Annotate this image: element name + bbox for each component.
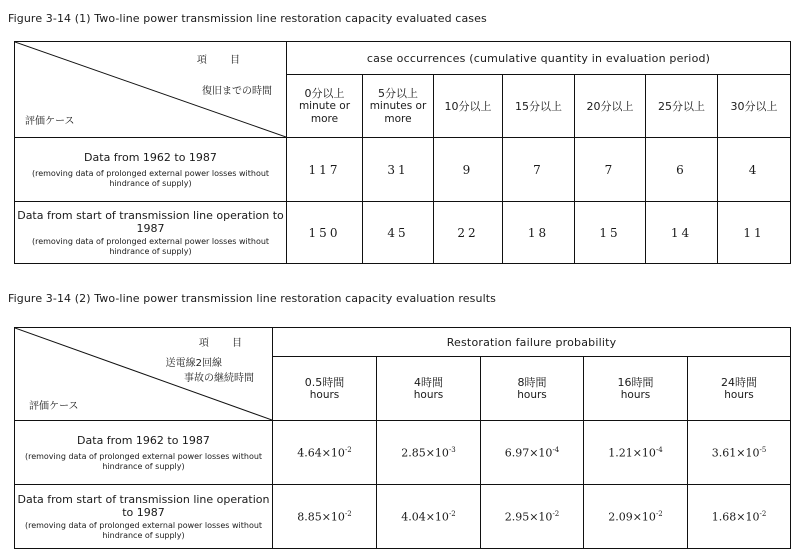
column-header: 5分以上 minutes or more xyxy=(363,75,434,138)
value-cell: 15 xyxy=(575,202,646,264)
table2-corner-header xyxy=(15,328,273,421)
probability-cell: $3.61\times 10^{-5}$ xyxy=(688,421,791,485)
column-header: 24時間 hours xyxy=(688,357,791,421)
value-cell: 14 xyxy=(646,202,718,264)
column-header: 15分以上 xyxy=(503,75,575,138)
value-cell: 22 xyxy=(434,202,503,264)
corner-accident-label: 事故の継続時間 xyxy=(184,373,254,384)
corner-item-label: 項 目 xyxy=(196,55,250,66)
table1-title: Figure 3-14 (1) Two-line power transmission line restoration capacity evaluated cases xyxy=(8,12,487,25)
value-cell: 7 xyxy=(575,138,646,202)
column-header: 20分以上 xyxy=(575,75,646,138)
probability-cell: $8.85\times 10^{-2}$ xyxy=(273,485,377,549)
table-row xyxy=(15,421,791,485)
probability-cell: $2.85\times 10^{-3}$ xyxy=(377,421,481,485)
column-header: 16時間 hours xyxy=(584,357,688,421)
value-cell: 11 xyxy=(718,202,791,264)
corner-case-label: 評価ケース xyxy=(25,116,75,127)
value-cell: 18 xyxy=(503,202,575,264)
corner-time-label: 復旧までの時間 xyxy=(202,86,272,97)
table1-corner-header xyxy=(15,42,287,138)
probability-cell: $1.21\times 10^{-4}$ xyxy=(584,421,688,485)
table-row xyxy=(15,202,791,264)
case-label-cell: Data from 1962 to 1987 (removing data of prolonged external power losses without hindrance of supply) xyxy=(15,138,287,202)
column-header: 10分以上 xyxy=(434,75,503,138)
table-row xyxy=(15,138,791,202)
probability-cell: $2.09\times 10^{-2}$ xyxy=(584,485,688,549)
column-header: 8時間 hours xyxy=(481,357,584,421)
probability-cell: $6.97\times 10^{-4}$ xyxy=(481,421,584,485)
value-cell: 7 xyxy=(503,138,575,202)
probability-cell: $4.04\times 10^{-2}$ xyxy=(377,485,481,549)
value-cell: 9 xyxy=(434,138,503,202)
table-row xyxy=(15,485,791,549)
value-cell: 117 xyxy=(287,138,363,202)
column-header: 0分以上 minute or more xyxy=(287,75,363,138)
column-header: 30分以上 xyxy=(718,75,791,138)
restoration-results-table xyxy=(14,327,791,549)
corner-lines-label: 送電線2回線 xyxy=(165,358,222,369)
case-label-cell: Data from start of transmission line operation to 1987 (removing data of prolonged external power losses without hindrance of supply) xyxy=(15,485,273,549)
value-cell: 31 xyxy=(363,138,434,202)
value-cell: 4 xyxy=(718,138,791,202)
capacity-cases-table xyxy=(14,41,791,264)
value-cell: 45 xyxy=(363,202,434,264)
column-header: 0.5時間 hours xyxy=(273,357,377,421)
case-label-cell: Data from 1962 to 1987 (removing data of prolonged external power losses without hindrance of supply) xyxy=(15,421,273,485)
probability-cell: $2.95\times 10^{-2}$ xyxy=(481,485,584,549)
table2-title: Figure 3-14 (2) Two-line power transmission line restoration capacity evaluation results xyxy=(8,292,496,305)
corner-item-label: 項 目 xyxy=(198,338,252,349)
case-occurrences-header: case occurrences (cumulative quantity in evaluation period) xyxy=(287,42,791,75)
corner-case-label: 評価ケース xyxy=(29,401,79,412)
probability-cell: $4.64\times 10^{-2}$ xyxy=(273,421,377,485)
failure-probability-header: Restoration failure probability xyxy=(273,328,791,357)
column-header: 25分以上 xyxy=(646,75,718,138)
column-header: 4時間 hours xyxy=(377,357,481,421)
value-cell: 6 xyxy=(646,138,718,202)
value-cell: 150 xyxy=(287,202,363,264)
case-label-cell: Data from start of transmission line operation to 1987 (removing data of prolonged external power losses without hindrance of supply) xyxy=(15,202,287,264)
probability-cell: $1.68\times 10^{-2}$ xyxy=(688,485,791,549)
